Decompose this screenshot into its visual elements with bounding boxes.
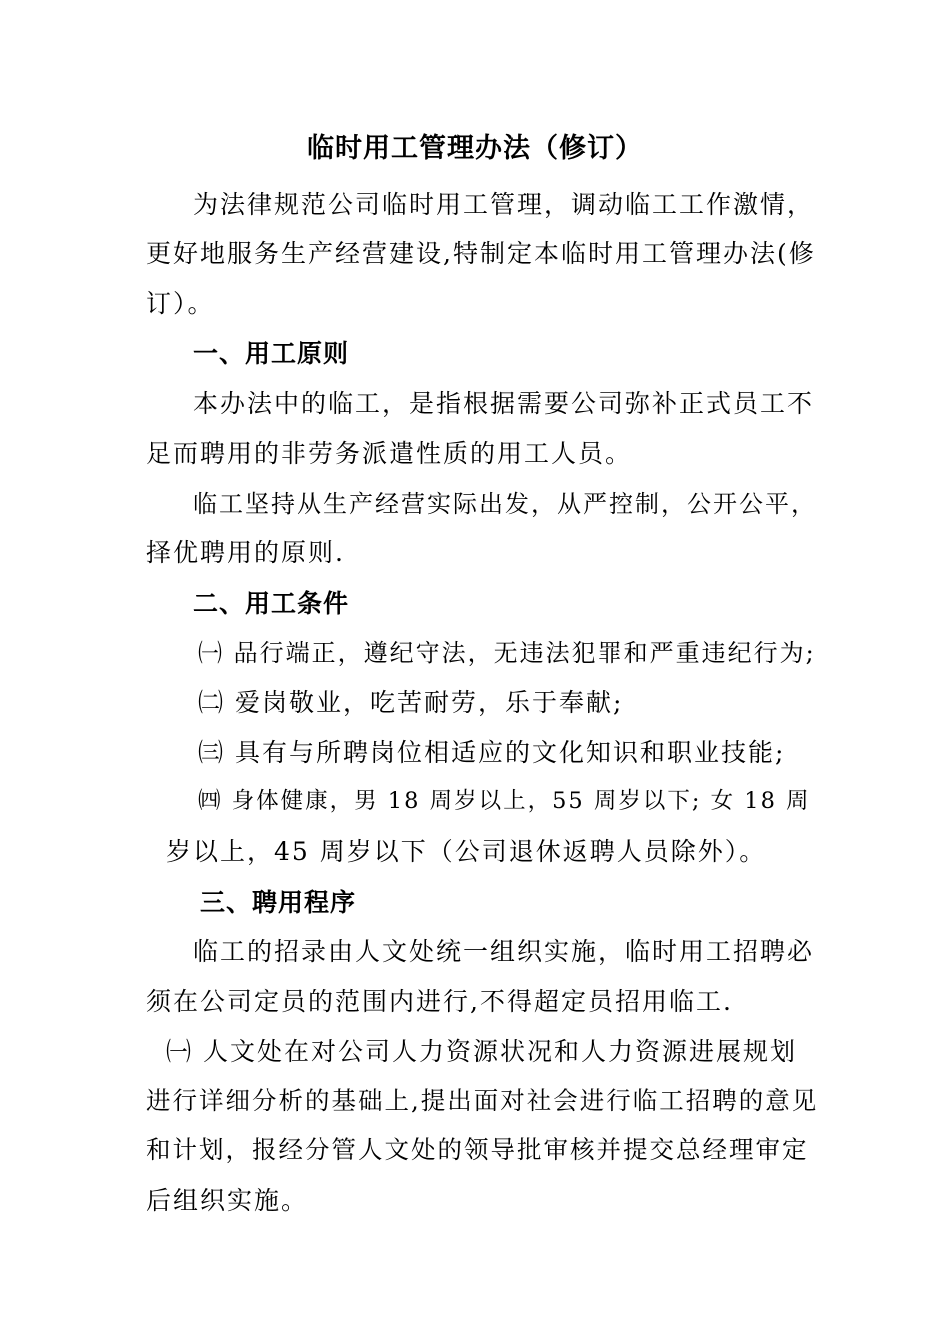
paragraph-line: 后组织实施。 — [146, 1186, 309, 1215]
procedure-item-1: ㈠ 人文处在对公司人力资源状况和人力资源进展规划 — [166, 1037, 797, 1066]
intro-line-3: 订）。 — [146, 289, 215, 318]
paragraph-line: 进行详细分析的基础上,提出面对社会进行临工招聘的意见 — [146, 1086, 819, 1115]
section-heading-principles: 一、用工原则 — [193, 339, 350, 368]
intro-line-2: 更好地服务生产经营建设,特制定本临时用工管理办法(修 — [146, 239, 816, 268]
paragraph-line: 临工坚持从生产经营实际出发，从严控制，公开公平， — [193, 490, 817, 518]
paragraph-line: 足而聘用的非劳务派遣性质的用工人员。 — [146, 439, 633, 468]
document-title: 临时用工管理办法（修订） — [307, 133, 643, 164]
condition-item-2: ㈡ 爱岗敬业，吃苦耐劳，乐于奉献; — [198, 688, 624, 717]
condition-item-4-cont: 岁以上，45 周岁以下（公司退休返聘人员除外）。 — [166, 837, 767, 866]
paragraph-line: 和计划，报经分管人文处的领导批审核并提交总经理审定 — [146, 1135, 809, 1164]
intro-line-1: 为法律规范公司临时用工管理，调动临工工作激情， — [193, 190, 815, 219]
paragraph-line: 须在公司定员的范围内进行,不得超定员招用临工. — [146, 987, 733, 1016]
paragraph-line: 择优聘用的原则. — [146, 538, 345, 567]
section-heading-procedure: 三、聘用程序 — [200, 888, 357, 917]
condition-item-4: ㈣ 身体健康，男 18 周岁以上，55 周岁以下; 女 18 周 — [198, 788, 811, 814]
condition-item-1: ㈠ 品行端正，遵纪守法，无违法犯罪和严重违纪行为; — [198, 639, 816, 667]
condition-item-3: ㈢ 具有与所聘岗位相适应的文化知识和职业技能; — [198, 738, 786, 767]
paragraph-line: 本办法中的临工，是指根据需要公司弥补正式员工不 — [193, 389, 815, 418]
paragraph-line: 临工的招录由人文处统一组织实施，临时用工招聘必 — [193, 937, 815, 966]
section-heading-conditions: 二、用工条件 — [193, 589, 350, 618]
